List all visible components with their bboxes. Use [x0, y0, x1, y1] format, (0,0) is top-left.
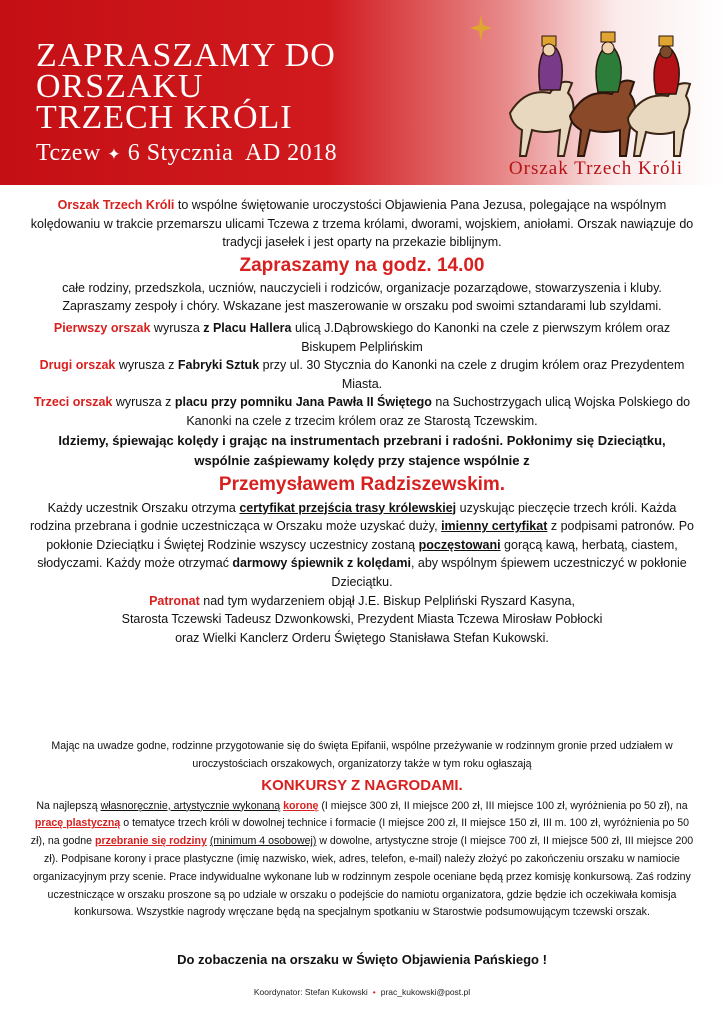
group-place-3: placu przy pomniku Jana Pawła II Świętego	[174, 395, 432, 410]
group-label-1: Pierwszy orszak	[53, 320, 151, 335]
contest-text-3: o tematyce trzech króli w dowolnej technice i formacie (I miejsce 200 zł, II miejsce 150 zł, III m. 100 zł, wyróżnienia po 50 zł), na godne	[30, 817, 690, 848]
group-text-3a: wyrusza z	[112, 395, 175, 410]
artwork-highlight: pracę plastyczną	[34, 817, 121, 830]
group-place-1: z Placu Hallera	[203, 320, 292, 335]
group-text-1b: ulicą J.Dąbrowskiego do Kanonki na czele z pierwszym królem oraz Biskupem Pelplińskim	[291, 320, 671, 354]
participant-text-2: uzyskując pieczęcie trzech króli. Każda rodzina przebrana i godnie uczestnicząca w Orszaku może uzyskać duży,	[30, 500, 677, 534]
march-text: Idziemy, śpiewając kolędy i grając na instrumentach przebrani i radośni. Pokłonimy się Dzieciątku, wspólnie zaśpiewamy kolędy przy stajence wspólnie z	[58, 432, 666, 468]
contest-paragraph	[28, 798, 696, 923]
patronage-line-3: oraz Wielki Kanclerz Orderu Świętego Stanisława Stefan Kukowski.	[175, 630, 549, 645]
group-text-2b: przy ul. 30 Stycznia do Kanonki na czele z drugim królem oraz Prezydentem Miasta.	[259, 358, 685, 391]
footer-separator: •	[372, 987, 376, 997]
header-banner	[0, 0, 724, 185]
title-line-3: TRZECH KRÓLI	[36, 99, 293, 136]
participant-text-5: , aby wspólnym śpiewem uczestniczyć w pokłonie Dzieciątku.	[331, 556, 687, 589]
contest-text-2: (I miejsce 300 zł, II miejsce 200 zł, III miejsce 100 zł, wyróżnienia po 50 zł), na	[318, 799, 688, 812]
songbook-highlight: darmowy śpiewnik z kolędami	[232, 556, 411, 571]
family-costume-highlight: przebranie się rodziny	[95, 835, 207, 848]
epifania-paragraph: Mając na uwadze godne, rodzinne przygotowanie się do święta Epifanii, wspólne przeżywanie w rodzinnym gronie przed udziałem w uroczystościach orszakowych, organizatorzy także w tym roku ogłaszają	[51, 740, 673, 770]
intro-paragraph	[30, 196, 694, 252]
day: 6 Stycznia	[127, 140, 234, 166]
contest-section	[28, 738, 696, 922]
singer-name: Przemysławem Radziszewskim.	[218, 473, 506, 495]
contest-heading: KONKURSY Z NAGRODAMI.	[261, 776, 463, 794]
group-label-2: Drugi orszak	[39, 358, 116, 373]
contest-text-5: w dowolne, artystyczne stroje (I miejsce 700 zł, II miejsce 500 zł, III miejsce 200 zł). Podpisane korony i prace plastyczne (imię nazwisko, wiek, adres, telefon, e-mail) należy złożyć po zakończeniu orszaku w namiocie organizacyjnym przy scenie. Prace indywidualne wykonane lub w rodzinnym zespole oceniane będą przez komisję konkursową. Zaś rodziny uczestniczące w orszaku proszone są po udziale w orszaku o podejście do namiotu organizatora, gdzie będzie ich oczekiwała komisja konkursowa. Wszystkie nagrody wręczane będą na specjalnym spotkaniu w Starostwie podsumowującym tczewski orszak.	[33, 835, 694, 919]
poster-title	[36, 37, 496, 136]
crown-highlight: koronę	[283, 799, 319, 812]
group-text-1a: wyrusza	[150, 320, 204, 335]
patronage-paragraph	[30, 592, 694, 648]
participant-text-3: z podpisami patronów. Po pokłonie Dzieciątku i Świętej Rodzinie wszyscy uczestnicy zostaną	[46, 519, 694, 552]
intro-lead: Orszak Trzech Króli	[57, 198, 175, 212]
star-of-bethlehem-icon	[470, 14, 492, 42]
invite-heading: Zapraszamy na godz. 14.00	[239, 254, 485, 276]
orszak-logo-text: Orszak Trzech Króli	[508, 158, 684, 179]
closing-line: Do zobaczenia na orszaku w Święto Objawienia Pańskiego !	[177, 952, 547, 967]
invite-text: całe rodziny, przedszkola, uczniów, nauczycieli i rodziców, organizacje pozarządowe, stowarzyszenia i kluby. Zapraszamy zespoły i chóry. Wskazane jest maszerowanie w orszaku pod swoimi sztandarami lub szyldami.	[62, 280, 662, 314]
coordinator: Koordynator: Stefan Kukowski	[253, 987, 368, 997]
year: AD 2018	[245, 140, 338, 166]
named-certificate-highlight: imienny certyfikat	[441, 519, 548, 534]
group-paragraph-1	[30, 319, 694, 356]
group-label-3: Trzeci orszak	[33, 395, 113, 410]
group-paragraph-2	[30, 356, 694, 393]
participant-text-1: Każdy uczestnik Orszaku otrzyma	[47, 500, 240, 515]
footer	[28, 987, 696, 997]
city: Tczew	[36, 140, 101, 166]
group-text-3b: na Suchostrzygach ulicą Wojska Polskiego do Kanonki na czele z trzecim królem oraz ze Starostą Tczewskim.	[186, 395, 691, 428]
patronage-label: Patronat	[149, 593, 200, 608]
intro-text: to wspólne świętowanie uroczystości Objawienia Pana Jezusa, polegające na wspólnym kolędowaniu w trakcie przemarszu ulicami Tczewa z trzema królami, dworami, wojskiem, aniołami. Orszak nawiązuje do tradycji jasełek i jest oparty na przekazie biblijnym.	[30, 198, 694, 250]
handmade-highlight: własnoręcznie, artystycznie wykonaną	[100, 799, 281, 812]
group-text-2a: wyrusza z	[115, 358, 178, 373]
main-content	[30, 196, 694, 647]
contact-email[interactable]: prac_kukowski@post.pl	[380, 987, 471, 997]
patronage-line-2: Starosta Tczewski Tadeusz Dzwonkowski, Prezydent Miasta Tczewa Mirosław Pobłocki	[121, 612, 603, 627]
treat-highlight: poczęstowani	[418, 537, 501, 552]
title-line-2: ORSZAKU	[36, 68, 204, 105]
certificate-highlight: certyfikat przejścia trasy królewskiej	[239, 500, 457, 515]
event-date	[36, 140, 496, 167]
three-kings-illustration-icon	[500, 18, 700, 158]
contest-text-1: Na najlepszą	[36, 799, 101, 812]
group-place-2: Fabryki Sztuk	[177, 358, 260, 373]
minimum-size-highlight: (minimum 4 osobowej)	[209, 835, 317, 848]
participant-paragraph	[30, 499, 694, 592]
title-line-1: ZAPRASZAMY DO	[36, 37, 336, 74]
participant-text-4: gorącą kawą, herbatą, ciastem, słodyczami. Każdy może otrzymać	[37, 537, 678, 571]
group-paragraph-3	[30, 393, 694, 430]
bullet-icon: ✦	[107, 146, 122, 164]
patronage-line-1: nad tym wydarzeniem objął J.E. Biskup Pelpliński Ryszard Kasyna,	[199, 593, 575, 608]
